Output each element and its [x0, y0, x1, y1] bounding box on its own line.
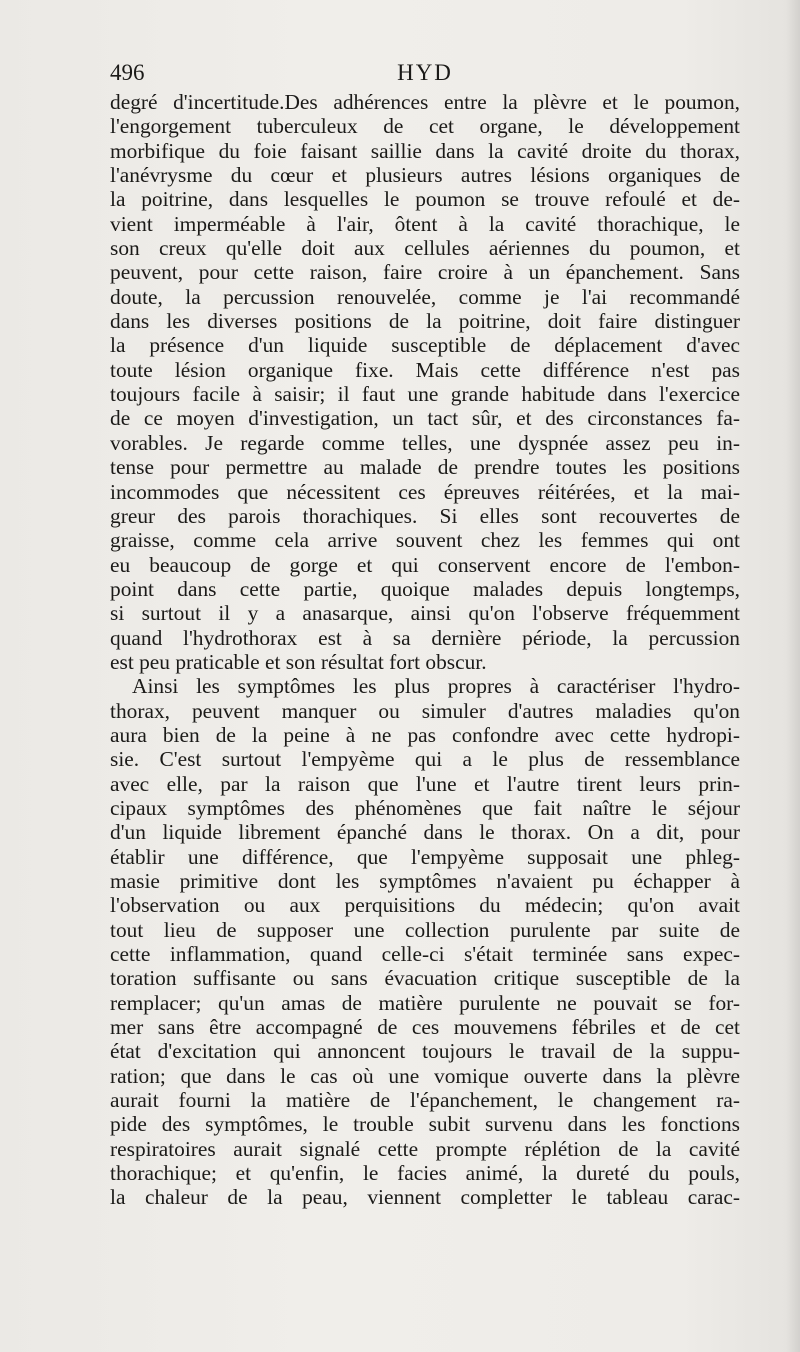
text-line: sie. C'est surtout l'empyème qui a le plus de ressemblance: [110, 747, 740, 772]
text-line: son creux qu'elle doit aux cellules aériennes du poumon, et: [110, 236, 740, 261]
text-line: établir une différence, que l'empyème supposait une phleg-: [110, 844, 740, 869]
text-line: ration; que dans le cas où une vomique ouverte dans la plèvre: [110, 1063, 740, 1088]
text-line: état d'excitation qui annoncent toujours le travail de la suppu-: [110, 1039, 740, 1064]
text-line: doute, la percussion renouvelée, comme je l'ai recommandé: [110, 284, 740, 309]
text-line: tense pour permettre au malade de prendre toutes les positions: [110, 455, 740, 480]
text-line: toration suffisante ou sans évacuation critique susceptible de la: [110, 966, 740, 991]
running-head: HYD: [397, 60, 453, 85]
text-line: peuvent, pour cette raison, faire croire à un épanchement. Sans: [110, 260, 740, 285]
text-line: la poitrine, dans lesquelles le poumon se trouve refoulé et de-: [110, 187, 740, 212]
text-line: cette inflammation, quand celle-ci s'était terminée sans expec-: [110, 942, 740, 967]
text-line: avec elle, par la raison que l'une et l'autre tirent leurs prin-: [110, 771, 740, 796]
text-line: toute lésion organique fixe. Mais cette différence n'est pas: [110, 357, 740, 382]
text-line: tout lieu de supposer une collection purulente par suite de: [110, 917, 740, 942]
text-line: la présence d'un liquide susceptible de déplacement d'avec: [110, 333, 740, 358]
text-line: l'engorgement tuberculeux de cet organe, le développement: [110, 114, 740, 139]
text-line: degré d'incertitude.Des adhérences entre la plèvre et le poumon,: [110, 90, 740, 114]
text-line: respiratoires aurait signalé cette prompte réplétion de la cavité: [110, 1136, 740, 1161]
text-line: masie primitive dont les symptômes n'avaient pu échapper à: [110, 869, 740, 893]
text-line: l'observation ou aux perquisitions du médecin; qu'on avait: [110, 893, 740, 918]
text-line: thorachique; et qu'enfin, le facies animé, la dureté du pouls,: [110, 1161, 740, 1186]
text-line: aura bien de la peine à ne pas confondre avec cette hydropi-: [110, 722, 740, 747]
text-line: graisse, comme cela arrive souvent chez les femmes qui ont: [110, 528, 740, 553]
text-line: dans les diverses positions de la poitrine, doit faire distinguer: [110, 309, 740, 334]
page-header: [110, 60, 740, 90]
text-line: eu beaucoup de gorge et qui conservent encore de l'embon-: [110, 552, 740, 577]
text-line: vient imperméable à l'air, ôtent à la cavité thorachique, le: [110, 211, 740, 236]
text-line: cipaux symptômes des phénomènes que fait naître le séjour: [110, 795, 740, 820]
body-text: [110, 90, 740, 1210]
text-line: quand l'hydrothorax est à sa dernière période, la percussion: [110, 625, 740, 650]
text-line: pide des symptômes, le trouble subit survenu dans les fonctions: [110, 1112, 740, 1137]
text-line: si surtout il y a anasarque, ainsi qu'on l'observe fréquemment: [110, 601, 740, 626]
text-line: l'anévrysme du cœur et plusieurs autres lésions organiques de: [110, 163, 740, 188]
text-line: aurait fourni la matière de l'épanchement, le changement ra-: [110, 1088, 740, 1113]
text-line: de ce moyen d'investigation, un tact sûr, et des circonstances fa-: [110, 406, 740, 431]
text-line: thorax, peuvent manquer ou simuler d'autres maladies qu'on: [110, 698, 740, 723]
text-line: greur des parois thorachiques. Si elles sont recouvertes de: [110, 503, 740, 528]
text-line: remplacer; qu'un amas de matière purulente ne pouvait se for-: [110, 990, 740, 1015]
text-line: mer sans être accompagné de ces mouvemens fébriles et de cet: [110, 1015, 740, 1040]
text-line: morbifique du foie faisant saillie dans la cavité droite du thorax,: [110, 138, 740, 163]
text-line: est peu praticable et son résultat fort obscur.: [110, 649, 487, 674]
text-line: Ainsi les symptômes les plus propres à caractériser l'hydro-: [132, 674, 740, 699]
text-line: point dans cette partie, quoique malades depuis longtemps,: [110, 576, 740, 601]
page-number: 496: [110, 60, 145, 85]
text-line: la chaleur de la peau, viennent completter le tableau carac-: [110, 1185, 740, 1210]
text-line: vorables. Je regarde comme telles, une dyspnée assez peu in-: [110, 430, 740, 455]
text-line: incommodes que nécessitent ces épreuves réitérées, et la mai-: [110, 479, 740, 504]
text-line: d'un liquide librement épanché dans le thorax. On a dit, pour: [110, 820, 740, 845]
page-edge-shadow: [786, 0, 800, 1352]
text-line: toujours facile à saisir; il faut une grande habitude dans l'exercice: [110, 382, 740, 407]
